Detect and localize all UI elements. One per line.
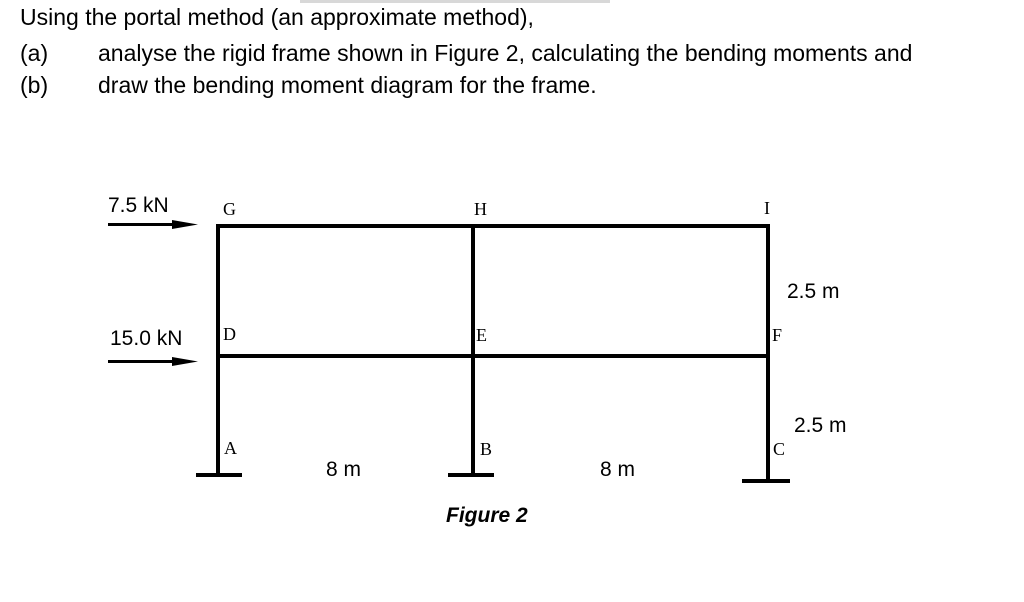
- floor-beam-DEF: [218, 354, 768, 358]
- node-label-B: B: [480, 439, 493, 459]
- part-a-label: (a): [20, 40, 49, 66]
- node-label-C: C: [773, 439, 786, 459]
- node-label-G: G: [223, 199, 236, 219]
- node-label-I: I: [764, 198, 770, 218]
- question-intro: Using the portal method (an approximate method),: [20, 4, 534, 30]
- figure-caption: Figure 2: [446, 504, 528, 527]
- dim-storey-top: 2.5 m: [787, 280, 840, 303]
- column-left-AG: [216, 224, 220, 476]
- column-middle-BH: [471, 224, 475, 476]
- support-C: [742, 479, 790, 483]
- support-B: [448, 473, 494, 477]
- node-label-A: A: [224, 438, 237, 458]
- column-right-CI: [766, 224, 770, 482]
- part-a-text: analyse the rigid frame shown in Figure 2, calculating the bending moments and: [98, 40, 913, 66]
- load-arrow-D: [108, 357, 198, 366]
- load-label-G: 7.5 kN: [108, 194, 169, 217]
- part-b-label: (b): [20, 72, 49, 98]
- node-label-E: E: [476, 325, 487, 345]
- load-arrow-G: [108, 220, 198, 229]
- node-label-H: H: [474, 199, 487, 219]
- part-b-text: draw the bending moment diagram for the frame.: [98, 72, 597, 98]
- load-label-D: 15.0 kN: [110, 327, 183, 350]
- node-label-F: F: [772, 325, 783, 345]
- dim-bay-left: 8 m: [326, 458, 362, 481]
- support-A: [196, 473, 242, 477]
- dim-bay-right: 8 m: [600, 458, 636, 481]
- roof-beam-GHI: [218, 224, 768, 228]
- node-label-D: D: [223, 324, 236, 344]
- dim-storey-bottom: 2.5 m: [794, 414, 847, 437]
